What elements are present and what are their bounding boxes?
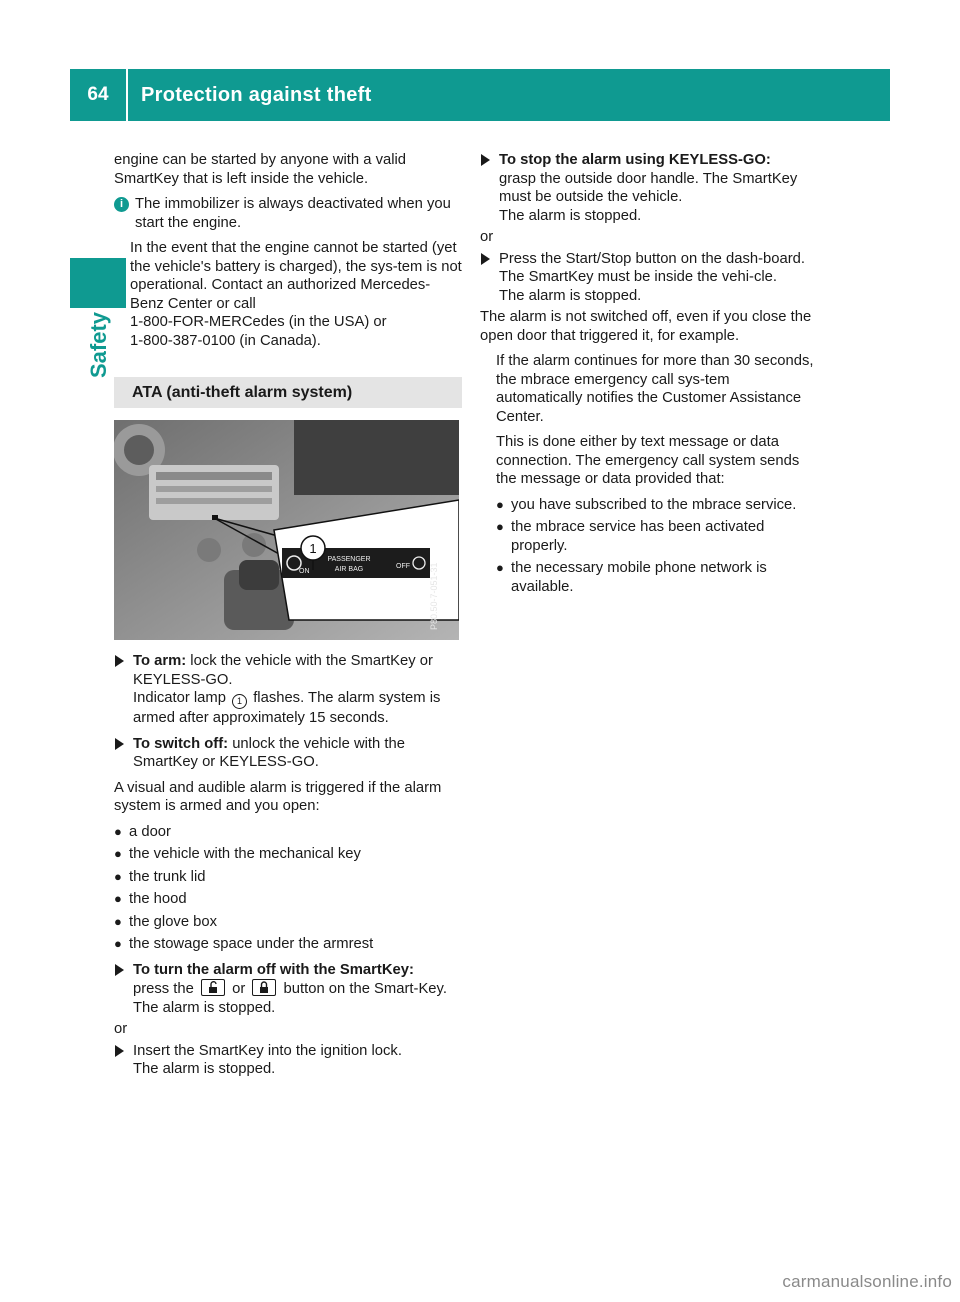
section-heading: ATA (anti-theft alarm system)	[114, 377, 462, 408]
bullet-icon: ●	[114, 846, 122, 861]
dashboard-illustration	[114, 420, 459, 640]
step-arm-label: To arm:	[133, 653, 187, 669]
step-arrow-icon	[115, 655, 124, 667]
page-header	[70, 69, 890, 121]
step-arrow-icon	[481, 154, 490, 166]
step-ignition	[114, 1042, 462, 1079]
step-startstop	[480, 250, 816, 306]
bullet-icon: ●	[114, 823, 122, 839]
note-phone-canada: 1-800-387-0100 (in Canada).	[130, 332, 321, 349]
list-item: ● the stowage space under the armrest	[114, 936, 374, 952]
intro-paragraph: engine can be started by anyone with a valid SmartKey that is left inside the vehicle.	[114, 152, 407, 187]
list-item: ● you have subscribed to the mbrace service.	[496, 496, 797, 513]
bullet-icon: ●	[496, 560, 504, 575]
chapter-label-text: Safety	[86, 311, 111, 378]
done-paragraph: This is done either by text message or data connection. The emergency call system sends the message or data provided that:	[496, 434, 800, 487]
continues-paragraph: If the alarm continues for more than 30 seconds, the mbrace emergency call sys-tem automatically notifies the Customer Assistance Center.	[496, 353, 814, 425]
note-phone-usa: 1-800-FOR-MERCedes (in the USA) or	[130, 314, 387, 330]
bullet-icon: ●	[114, 936, 122, 951]
note-line-2: In the event that the engine cannot be started (yet the vehicle's battery is charged), the sys-tem is not operational. Contact an authorized Mercedes-Benz Center or call	[130, 240, 462, 312]
note-line-1: The immobilizer is always deactivated when you start the engine.	[135, 196, 451, 231]
step-ignition-stopped: The alarm is stopped.	[133, 1061, 276, 1077]
figure-label-passenger: PASSENGER	[327, 556, 371, 563]
step-switch-off-label: To switch off:	[133, 735, 229, 752]
list-item: ● the mbrace service has been activated properly.	[496, 519, 765, 554]
step-startstop-text: Press the Start/Stop button on the dash-board. The SmartKey must be inside the vehi-cle.	[499, 250, 805, 285]
dashboard-figure	[114, 420, 459, 640]
list-item: ● the glove box	[114, 913, 218, 930]
list-item: ● a door	[114, 823, 171, 840]
header-divider	[126, 69, 128, 121]
step-arrow-icon	[115, 1045, 124, 1057]
bullet-icon: ●	[114, 891, 122, 906]
figure-label-on: ON	[299, 568, 310, 575]
step-ignition-text: Insert the SmartKey into the ignition lock.	[133, 1042, 402, 1059]
or-separator: or	[480, 229, 494, 245]
step-smartkey-off	[114, 961, 462, 1018]
list-item: ● the trunk lid	[114, 868, 206, 885]
step-arm-text: lock the vehicle with the SmartKey or KEYLESS-GO.	[133, 653, 433, 688]
figure-callout: 1	[309, 541, 317, 556]
bullet-icon: ●	[496, 519, 504, 534]
list-item: ● the necessary mobile phone network is available.	[496, 560, 767, 595]
step-smartkey-mid: or	[232, 981, 246, 997]
step-arm	[114, 652, 462, 728]
list-item: ● the vehicle with the mechanical key	[114, 846, 361, 862]
unlock-icon	[201, 979, 225, 996]
not-off-paragraph: The alarm is not switched off, even if you close the open door that triggered it, for example.	[480, 309, 812, 344]
step-smartkey-pre: press the	[133, 981, 194, 997]
info-note	[114, 195, 462, 232]
trigger-paragraph: A visual and audible alarm is triggered if the alarm system is armed and you open:	[114, 779, 442, 814]
step-startstop-stopped: The alarm is stopped.	[499, 287, 642, 304]
step-switch-off-text: unlock the vehicle with the SmartKey or KEYLESS-GO.	[133, 735, 405, 770]
indicator-lamp-callout-icon: 1	[232, 694, 247, 709]
step-arrow-icon	[115, 964, 124, 976]
step-keyless-text: grasp the outside door handle. The SmartKey must be outside the vehicle.	[499, 170, 798, 205]
left-column	[114, 151, 462, 1086]
figure-label-airbag: AIR BAG	[334, 566, 364, 573]
or-separator: or	[114, 1021, 128, 1037]
step-arrow-icon	[115, 738, 124, 750]
step-arm-indicator-pre: Indicator lamp	[133, 690, 226, 706]
bullet-icon: ●	[496, 496, 504, 512]
page-number: 64	[87, 84, 109, 105]
list-item: ● the hood	[114, 891, 187, 907]
watermark: carmanualsonline.info	[782, 1272, 952, 1291]
step-smartkey-post: button on the Smart-Key.	[283, 981, 447, 997]
info-icon: i	[114, 197, 129, 212]
step-arm-indicator-post: flashes. The alarm system is armed after approximately 15 seconds.	[133, 690, 441, 726]
right-column	[480, 151, 816, 600]
figure-code: P80.50-7-051-31	[429, 562, 439, 630]
note-continuation	[114, 239, 462, 350]
figure-label-off: OFF	[396, 563, 410, 570]
emergency-block	[480, 352, 816, 596]
step-keyless-stopped: The alarm is stopped.	[499, 207, 642, 224]
bullet-icon: ●	[114, 868, 122, 884]
step-switch-off	[114, 735, 462, 772]
step-smartkey-label: To turn the alarm off with the SmartKey:	[133, 961, 414, 978]
step-keyless-label: To stop the alarm using KEYLESS-GO:	[499, 152, 771, 168]
lock-icon	[252, 979, 276, 996]
step-arrow-icon	[481, 253, 490, 265]
page-title: Protection against theft	[141, 84, 372, 106]
bullet-icon: ●	[114, 913, 122, 929]
step-smartkey-stopped: The alarm is stopped.	[133, 999, 276, 1016]
step-keyless	[480, 151, 816, 225]
